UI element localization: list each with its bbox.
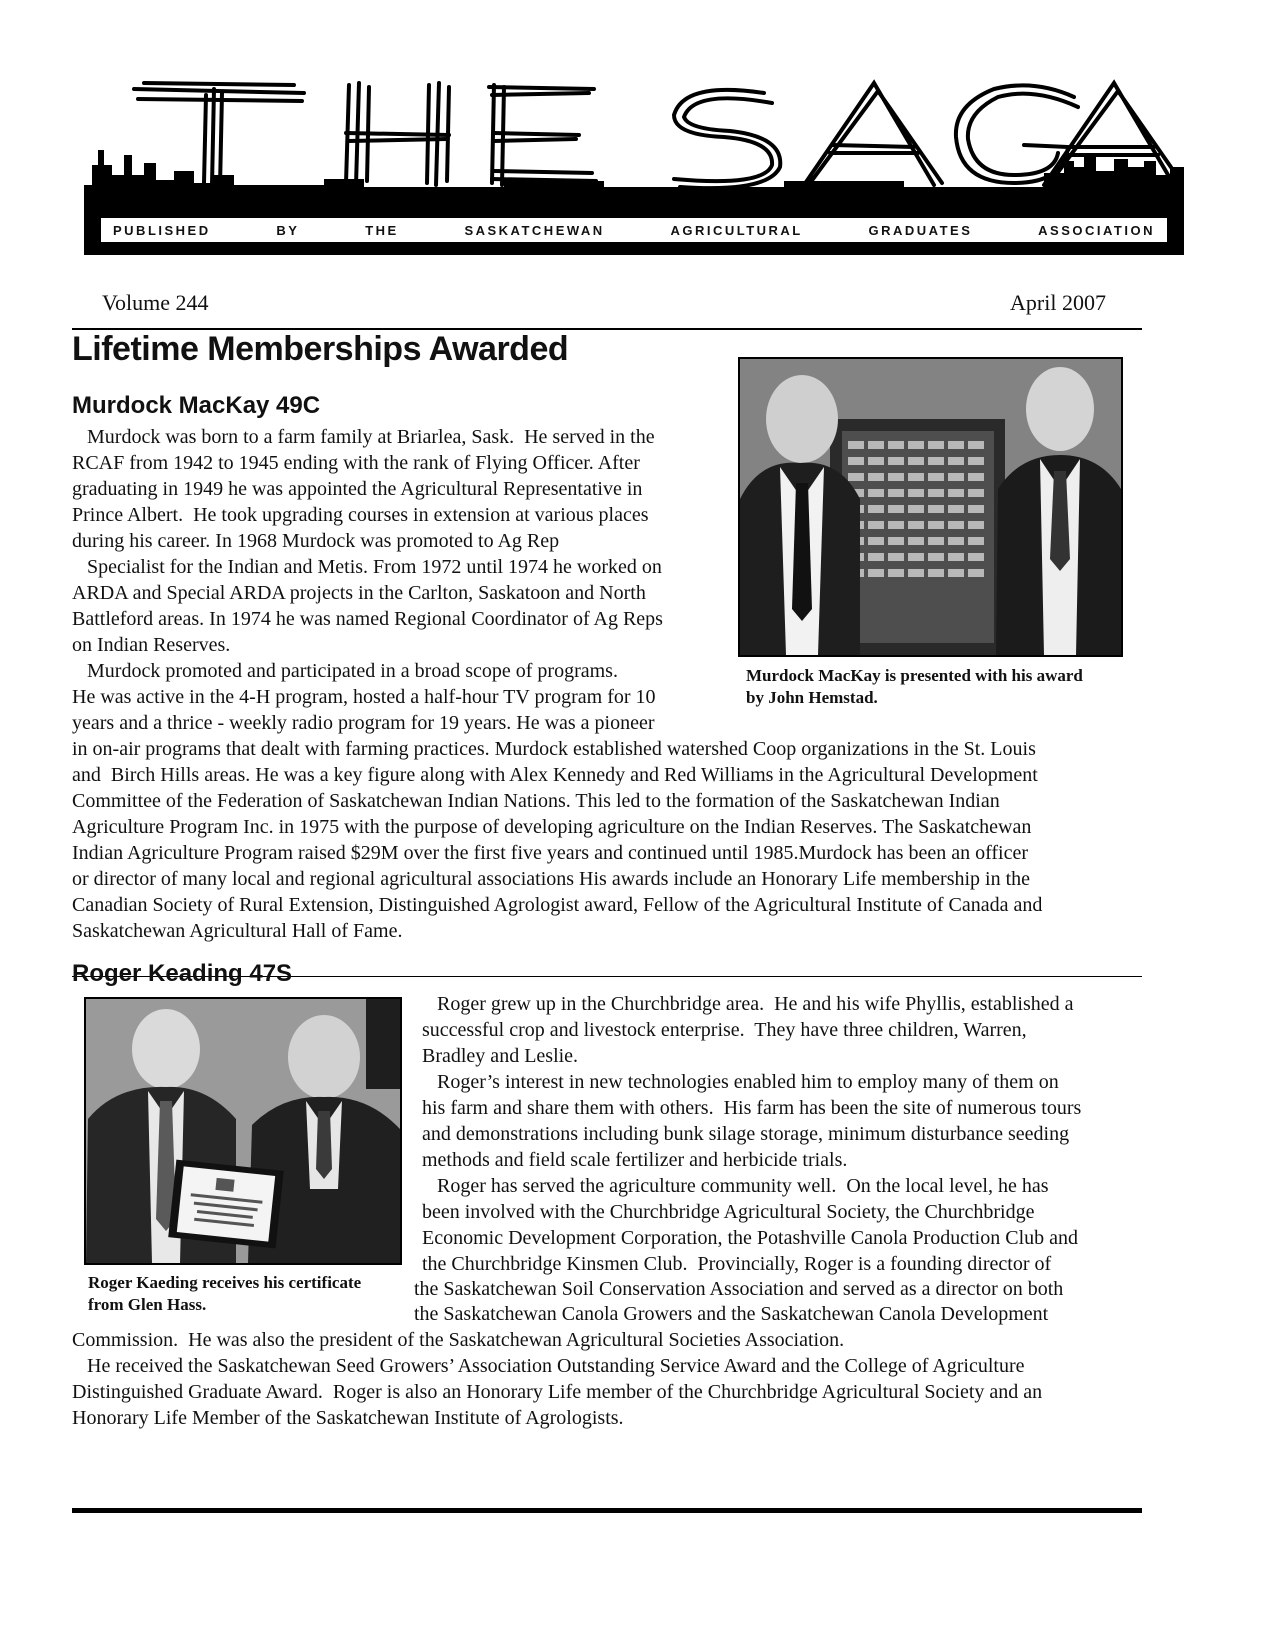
text-line: or director of many local and regional agricultural associations His awards include an Honorary Life membership in the [72,868,1031,890]
text-line: Murdock promoted and participated in a broad scope of programs. [72,660,618,682]
masthead [84,75,1184,255]
text-line: He was active in the 4-H program, hosted a half-hour TV program for 10 [72,686,656,708]
footer-rule [72,1508,1142,1513]
text-line: the Saskatchewan Canola Growers and the Saskatchewan Canola Development [414,1303,1049,1325]
text-line: and demonstrations including bunk silage storage, minimum disturbance seeding [422,1123,1070,1145]
photo-roger-certificate [84,997,402,1265]
issue-line [72,290,1142,330]
issue-date: April 2007 [1010,290,1106,315]
text-line: Canadian Society of Rural Extension, Distinguished Agrologist award, Fellow of the Agricultural Institute of Canada and [72,894,1043,916]
text-line: Distinguished Graduate Award. Roger is also an Honorary Life member of the Churchbridge Agricultural Society and an [72,1381,1043,1403]
photo-caption-roger [88,1272,361,1316]
text-line: He received the Saskatchewan Seed Growers’ Association Outstanding Service Award and the College of Agriculture [72,1355,1025,1377]
volume-number: Volume 244 [102,290,209,315]
tagline-word: PUBLISHED [113,222,211,238]
text-line: Committee of the Federation of Saskatchewan Indian Nations. This led to the formation of the Saskatchewan Indian [72,790,1000,812]
caption-line: from Glen Hass. [88,1295,207,1314]
text-line: Murdock was born to a farm family at Briarlea, Sask. He served in the [72,426,655,448]
tagline-word: AGRICULTURAL [670,222,803,238]
tagline-word: SASKATCHEWAN [464,222,605,238]
masthead-tagline [98,215,1170,245]
text-line: his farm and share them with others. His farm has been the site of numerous tours [422,1097,1082,1119]
text-line: Indian Agriculture Program raised $29M over the first five years and continued until 1985.Murdock has been an officer [72,842,1029,864]
tagline-word: THE [365,222,399,238]
text-line: Commission. He was also the president of the Saskatchewan Agricultural Societies Association. [72,1329,845,1351]
text-line: Roger grew up in the Churchbridge area. He and his wife Phyllis, established a [422,993,1074,1015]
text-line: years and a thrice - weekly radio program for 19 years. He was a pioneer [72,712,655,734]
photo-caption-murdock [746,665,1083,709]
text-line: successful crop and livestock enterprise. They have three children, Warren, [422,1019,1027,1041]
text-line: RCAF from 1942 to 1945 ending with the rank of Flying Officer. After [72,452,640,474]
text-line: on Indian Reserves. [72,634,231,656]
text-line: Agriculture Program Inc. in 1975 with the purpose of developing agriculture on the Indian Reserves. The Saskatchewan [72,816,1032,838]
tagline-word: ASSOCIATION [1038,222,1155,238]
text-line: methods and field scale fertilizer and herbicide trials. [422,1149,848,1171]
text-line: the Churchbridge Kinsmen Club. Provincially, Roger is a founding director of [422,1253,1052,1275]
tagline-word: BY [276,222,300,238]
tagline-word: GRADUATES [868,222,973,238]
photo-image [740,359,1121,655]
text-line: ARDA and Special ARDA projects in the Carlton, Saskatoon and North [72,582,646,604]
text-line: Battleford areas. In 1974 he was named Regional Coordinator of Ag Reps [72,608,663,630]
text-line: Roger has served the agriculture community well. On the local level, he has [422,1175,1049,1197]
text-line: the Saskatchewan Soil Conservation Association and served as a director on both [414,1278,1064,1300]
photo-image [86,999,400,1263]
text-line: been involved with the Churchbridge Agricultural Society, the Churchbridge [422,1201,1035,1223]
page-heading: Lifetime Memberships Awarded [72,330,569,368]
text-line: Specialist for the Indian and Metis. From 1972 until 1974 he worked on [72,556,662,578]
text-line: Prince Albert. He took upgrading courses in extension at various places [72,504,649,526]
article-heading-murdock: Murdock MacKay 49C [72,392,321,419]
caption-line: by John Hemstad. [746,688,878,707]
caption-line: Roger Kaeding receives his certificate [88,1273,362,1292]
text-line: and Birch Hills areas. He was a key figure along with Alex Kennedy and Red Williams in the Agricultural Development [72,764,1038,786]
article-heading-roger: Roger Keading 47S [72,960,293,987]
text-line: Roger’s interest in new technologies enabled him to employ many of them on [422,1071,1059,1093]
caption-line: Murdock MacKay is presented with his award [746,666,1083,685]
text-line: Economic Development Corporation, the Potashville Canola Production Club and [422,1227,1078,1249]
text-line: in on-air programs that dealt with farming practices. Murdock established watershed Coop organizations in the St. Louis [72,738,1036,760]
photo-murdock-award [738,357,1123,657]
text-line: graduating in 1949 he was appointed the Agricultural Representative in [72,478,643,500]
text-line: Honorary Life Member of the Saskatchewan Institute of Agrologists. [72,1407,624,1429]
text-line: Saskatchewan Agricultural Hall of Fame. [72,920,403,942]
text-line: during his career. In 1968 Murdock was promoted to Ag Rep [72,530,560,552]
text-line: Bradley and Leslie. [422,1045,579,1067]
